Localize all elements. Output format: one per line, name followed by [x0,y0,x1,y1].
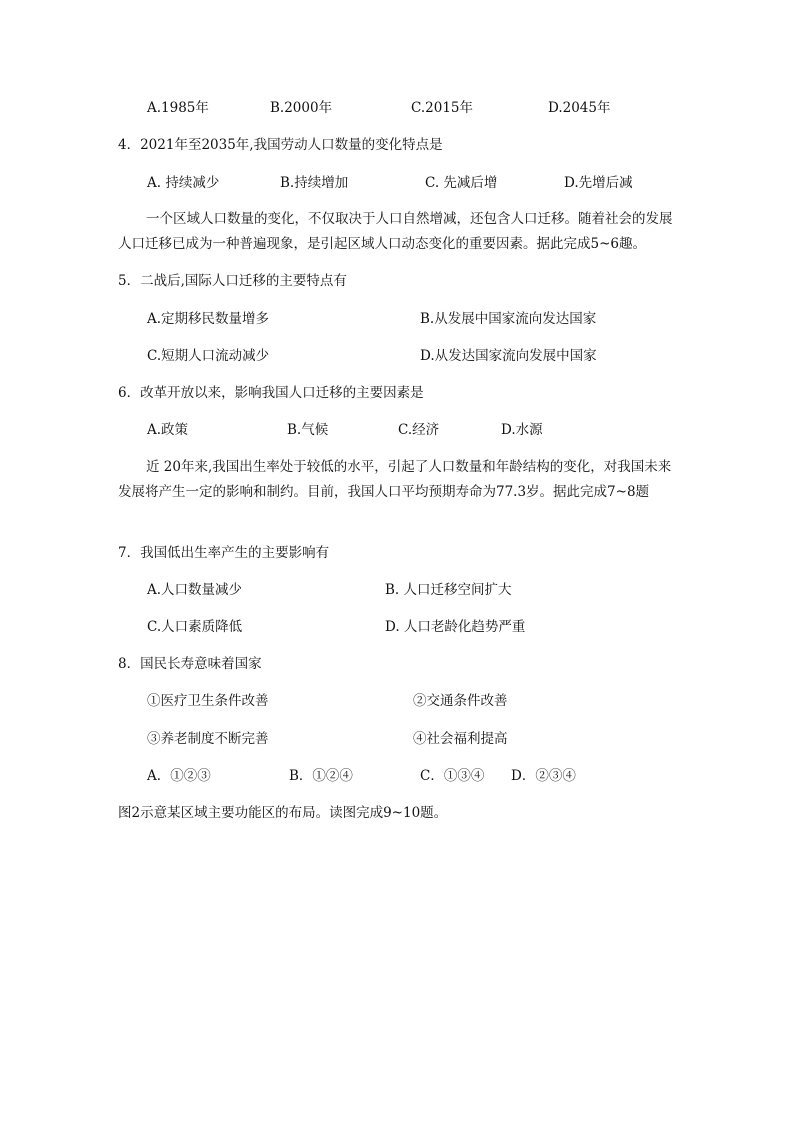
q5-option-b[interactable]: B.从发展中国家流向发达国家 [420,311,597,327]
figure-intro: 图2示意某区域主要功能区的布局。读图完成9~10题。 [118,805,448,821]
passage-5-6: 一个区域人口数量的变化，不仅取决于人口自然增减，还包含人口迁移。随着社会的发展人口迁移已成为一种普遍现象，是引起区域人口动态变化的重要因素。据此完成5~6趣。 [118,211,673,252]
q8-option-b[interactable]: B．①②④ [289,768,353,784]
q8-option-d[interactable]: D．②③④ [511,768,576,784]
q4-option-d[interactable]: D.先增后减 [564,175,633,191]
q8-option-a[interactable]: A．①②③ [147,768,211,784]
q7-option-a[interactable]: A.人口数量减少 [147,582,243,598]
q8-statement-1: ①医疗卫生条件改善 [147,693,269,709]
q6-option-a[interactable]: A.政策 [147,422,189,438]
q3-option-c[interactable]: C.2015年 [411,100,473,116]
q4-option-a[interactable]: A. 持续减少 [147,175,220,191]
q7-option-b[interactable]: B. 人口迁移空间扩大 [385,582,512,598]
q4-option-c[interactable]: C. 先减后增 [425,175,498,191]
q8-question: 8．国民长寿意味着国家 [118,656,262,672]
q5-option-c[interactable]: C.短期人口流动减少 [147,348,270,364]
q3-option-a[interactable]: A.1985年 [147,100,209,116]
passage-7-8: 近 20年来,我国出生率处于较低的水平，引起了人口数量和年龄结构的变化，对我国未来发展将产生一定的影响和制约。目前，我国人口平均预期寿命为77.3岁。据此完成7~8题 [118,459,672,500]
q8-statement-4: ④社会福利提高 [413,731,508,747]
q5-option-a[interactable]: A.定期移民数量增多 [147,311,270,327]
q3-option-b[interactable]: B.2000年 [270,100,333,116]
q8-statement-2: ②交通条件改善 [413,693,508,709]
q4-question: 4．2021年至2035年,我国劳动人口数量的变化特点是 [118,137,443,153]
q3-option-d[interactable]: D.2045年 [548,100,611,116]
q7-option-c[interactable]: C.人口素质降低 [147,619,243,635]
q7-question: 7．我国低出生率产生的主要影响有 [118,545,330,561]
q7-option-d[interactable]: D. 人口老龄化趋势严重 [385,619,526,635]
q4-option-b[interactable]: B.持续增加 [280,175,349,191]
q8-option-c[interactable]: C．①③④ [420,768,485,784]
q5-question: 5．二战后,国际人口迁移的主要特点有 [118,273,347,289]
q6-question: 6．改革开放以来，影响我国人口迁移的主要因素是 [118,385,424,401]
q6-option-b[interactable]: B.气候 [287,422,329,438]
q5-option-d[interactable]: D.从发达国家流向发展中国家 [420,348,597,364]
q6-option-d[interactable]: D.水源 [501,422,543,438]
q6-option-c[interactable]: C.经济 [398,422,440,438]
q8-statement-3: ③养老制度不断完善 [147,731,269,747]
